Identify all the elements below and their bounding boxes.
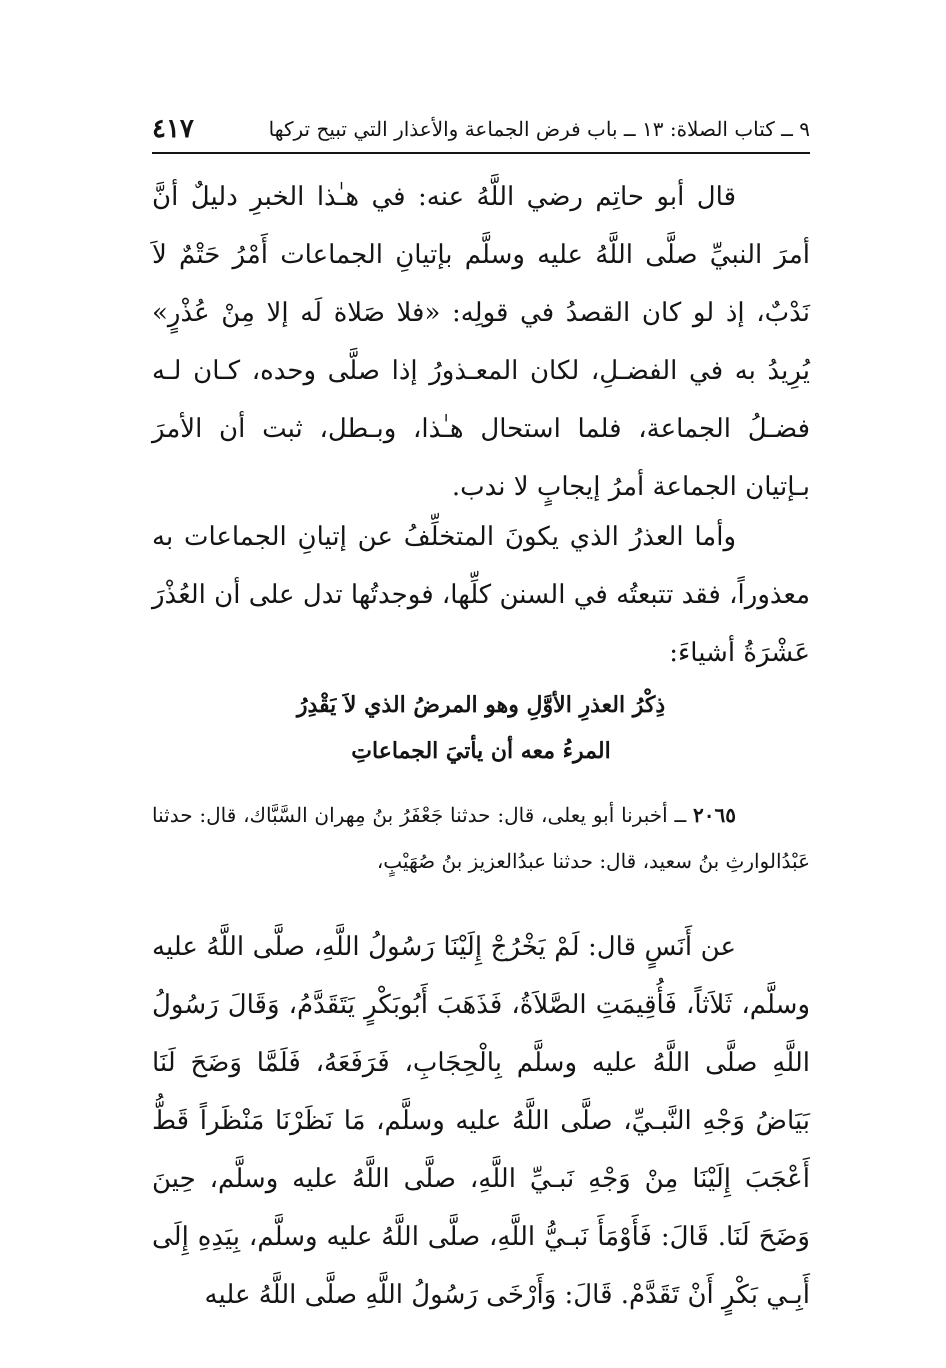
page-number: ٤١٧ — [152, 114, 194, 144]
hadith-matn: عن أَنَسٍ قال: لَمْ يَخْرُجْ إِلَيْنَا رَسُولُ اللَّهِ، صلَّى اللَّهُ عليه وسلَّم، ثَلاَثاً، فَأُقِيمَتِ الصَّلاَةُ، فَذَهَبَ أَبُوبَكْرٍ يَتَقَدَّمُ، وَقَالَ رَسُولُ اللَّهِ صلَّى اللَّهُ عليه وسلَّم بِالْحِجَابِ، فَرَفَعَهُ، فَلَمَّا وَضَحَ لَنَا بَيَاضُ وَجْهِ النَّبـيِّ، صلَّى اللَّهُ عليه وسلَّم، مَا نَظَرْنَا مَنْظَراً قَطُّ أَعْجَبَ إِلَيْنَا مِنْ وَجْهِ نَبـيِّ اللَّهِ، صلَّى اللَّهُ عليه وسلَّم، حِينَ وَضَحَ لَنَا. قَالَ: فَأَوْمَأَ نَبـيُّ اللَّهِ، صلَّى اللَّهُ عليه وسلَّم، بِيَدِهِ إِلَى أَبِـي بَكْرٍ أَنْ تَقَدَّمْ. قَالَ: وَأَرْخَى رَسُولُ اللَّهِ صلَّى اللَّهُ عليه — [152, 932, 810, 1310]
hadith-dash: ــ — [674, 803, 687, 827]
hadith-number: ٢٠٦٥ — [693, 803, 736, 827]
paragraph-excuses: وأما العذرُ الذي يكونَ المتخلِّفُ عن إتيانِ الجماعات به معذوراً، فقد تتبعتُه في السنن كلِّها، فوجدتُها تدل على أن العُذْرَ عَشْرَةُ أشياءَ: — [152, 522, 810, 668]
hadith-chain-text: أخبرنا أبو يعلى، قال: حدثنا جَعْفَرُ بنُ مِهران السَّبَّاك، قال: حدثنا عَبْدُالوارثِ بنُ سعيد، قال: حدثنا عبدُالعزيز بنُ صُهَيْبٍ، — [152, 803, 810, 873]
chapter-title: ٩ ــ كتاب الصلاة: ١٣ ــ باب فرض الجماعة والأعذار التي تبيح تركها — [268, 117, 810, 141]
section-heading — [152, 682, 810, 774]
header-rule — [152, 152, 810, 154]
paragraph-commentary: قال أبو حاتِم رضي اللَّهُ عنه: في هـٰذا الخبرِ دليلٌ أنَّ أمرَ النبيِّ صلَّى اللَّهُ عليه وسلَّم بإتيانِ الجماعات أَمْرُ حَتْمٌ لاَ نَدْبٌ، إذ لو كان القصدُ في قولِه: «فلا صَلاة لَه إلا مِنْ عُذْرٍ» يُرِيدُ به في الفضـلِ، لكان المعـذورُ إذا صلَّى وحده، كـان لـه فضـلُ الجماعة، فلما استحال هـٰذا، وبـطل، ثبت أن الأمرَ بـإتيان الجماعة أمرُ إيجابٍ لا ندب. — [152, 182, 810, 502]
heading-line-2: المرءُ معه أن يأتيَ الجماعاتِ — [351, 738, 611, 764]
heading-line-1: ذِكْرُ العذرِ الأوَّلِ وهو المرضُ الذي لاَ يَقْدِرُ — [296, 692, 666, 718]
running-head — [152, 108, 810, 150]
hadith-isnad — [152, 792, 810, 884]
